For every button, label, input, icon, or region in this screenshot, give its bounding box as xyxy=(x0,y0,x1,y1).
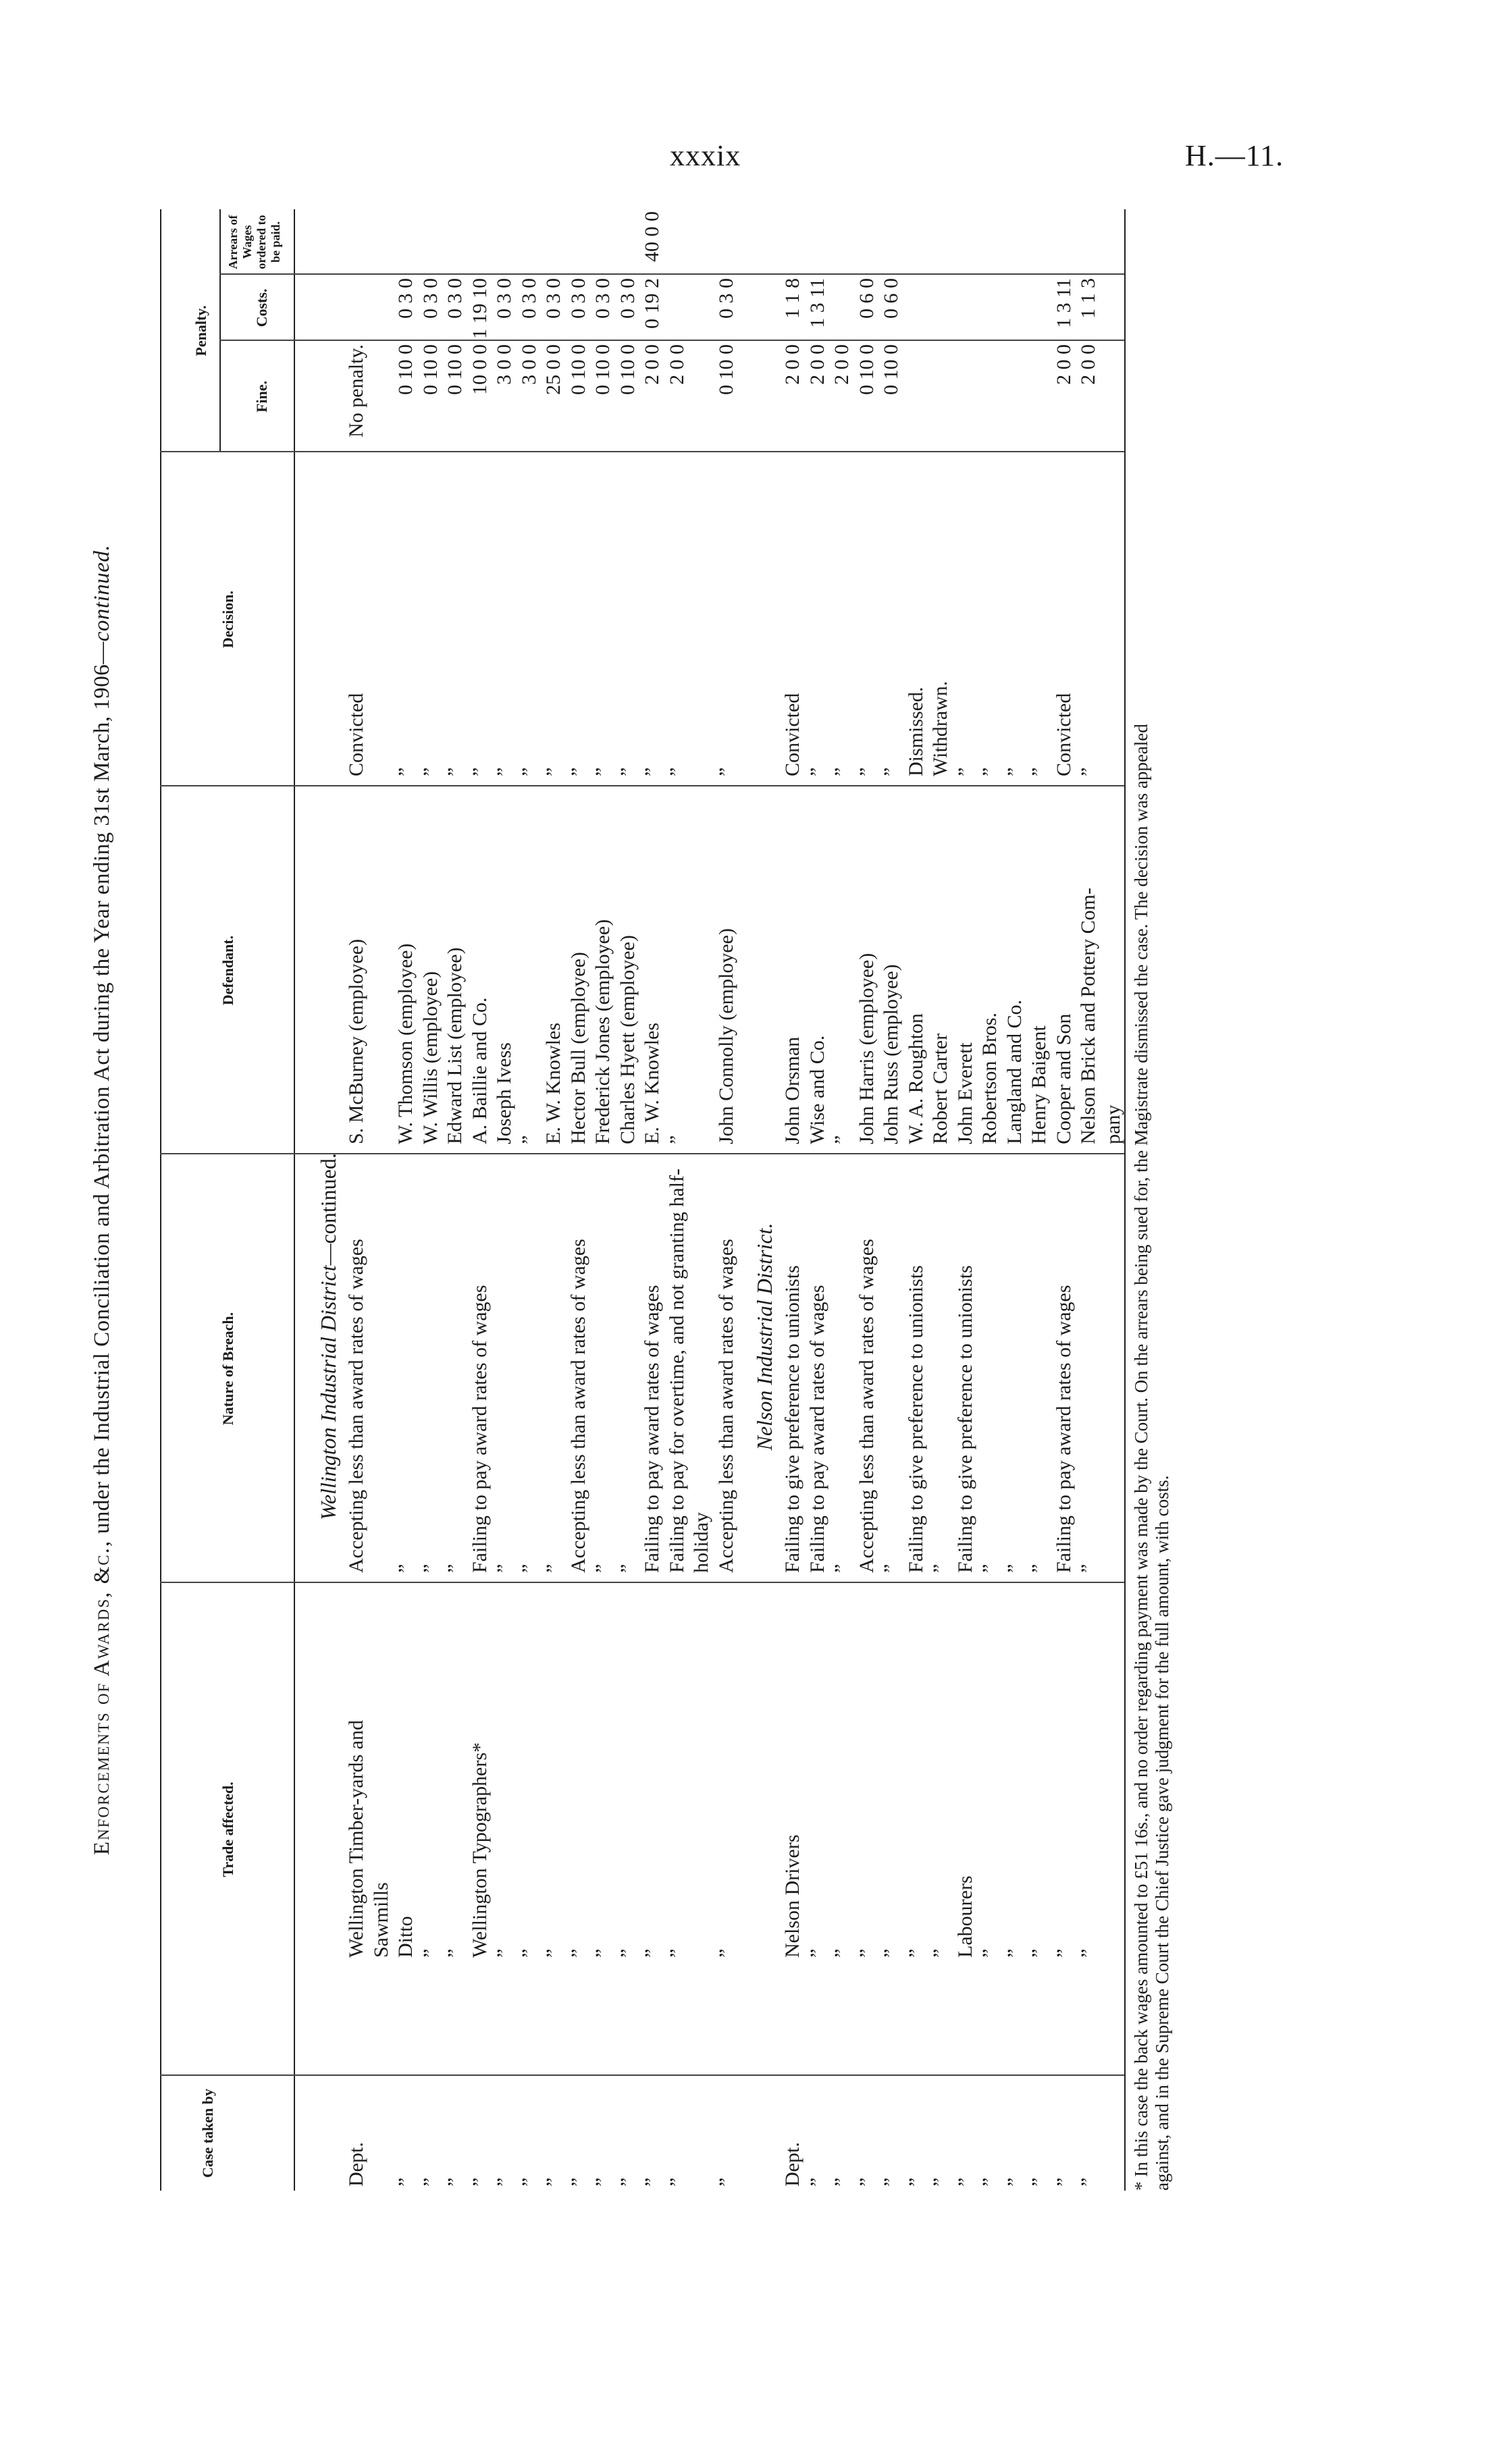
cell-case-taken-by: ” xyxy=(394,2177,417,2187)
cell-arrears: 40 0 0 xyxy=(641,211,663,262)
cell-case-taken-by: ” xyxy=(904,2177,927,2187)
cell-decision: ” xyxy=(641,767,663,776)
cell-case-taken-by: ” xyxy=(468,2177,491,2187)
cell-fine: 0 10 0 xyxy=(880,344,902,395)
penalty-rule xyxy=(219,209,221,452)
table-row xyxy=(1004,209,1026,2191)
cell-breach: Failing to give preference to unionists xyxy=(904,1265,927,1573)
cell-fine: 0 10 0 xyxy=(444,344,466,395)
district-title-suffix: —continued. xyxy=(316,1153,340,1266)
cell-fine: No penalty. xyxy=(345,344,367,438)
cell-breach: ” xyxy=(493,1563,515,1573)
cell-decision: ” xyxy=(855,767,878,776)
cell-case-taken-by: ” xyxy=(641,2177,663,2187)
cell-breach: Failing to pay for overtime, and not granting half- xyxy=(665,1168,688,1573)
cell-trade: ” xyxy=(517,1948,540,1958)
cell-breach: Failing to pay award rates of wages xyxy=(468,1285,491,1573)
cell-defendant: W. Willis (employee) xyxy=(419,971,442,1144)
cell-decision: ” xyxy=(444,767,466,776)
cell-decision: ” xyxy=(1028,767,1050,776)
footnote-line-2: against, and in the Supreme Court the Chief Justice gave judgment for the full amount, with costs. xyxy=(1152,1475,1172,2191)
cell-fine: 0 10 0 xyxy=(567,344,589,395)
cell-defendant: ” xyxy=(517,1135,540,1144)
head-fine: Fine. xyxy=(253,380,270,413)
cell-fine: 0 10 0 xyxy=(394,344,417,395)
cell-defendant: W. Thomson (employee) xyxy=(394,943,417,1144)
document-reference: H.—11. xyxy=(1185,139,1284,172)
cell-breach: Failing to pay award rates of wages xyxy=(1052,1285,1075,1573)
cell-case-taken-by: Dept. xyxy=(345,2142,367,2187)
cell-trade: ” xyxy=(855,1948,878,1958)
title-lead: Enforcements of Awards, &c., xyxy=(90,1539,114,1856)
cell-breach: Accepting less than award rates of wages xyxy=(567,1239,589,1573)
cell-costs: 0 3 0 xyxy=(394,278,417,319)
cell-case-taken-by: ” xyxy=(880,2177,902,2187)
cell-trade: ” xyxy=(665,1948,688,1958)
cell-breach: ” xyxy=(444,1563,466,1573)
cell-costs: 0 3 0 xyxy=(419,278,442,319)
cell-breach: ” xyxy=(542,1563,564,1573)
cell-fine: 25 0 0 xyxy=(542,344,564,395)
table-row xyxy=(691,209,712,2191)
cell-defendant: S. McBurney (employee) xyxy=(345,938,367,1144)
cell-fine: 0 10 0 xyxy=(419,344,442,395)
cell-decision: ” xyxy=(953,767,976,776)
cell-decision: Convicted xyxy=(345,693,367,776)
cell-costs: 0 3 0 xyxy=(444,278,466,319)
cell-case-taken-by: ” xyxy=(1003,2177,1026,2187)
cell-trade: ” xyxy=(1028,1948,1050,1958)
page-number: xxxix xyxy=(670,139,741,172)
cell-defendant: Frederick Jones (employee) xyxy=(591,919,614,1144)
cell-trade: Labourers xyxy=(953,1875,976,1958)
cell-case-taken-by: ” xyxy=(978,2177,1001,2187)
cell-case-taken-by: ” xyxy=(831,2177,853,2187)
table-top-rule xyxy=(160,209,161,2191)
table-row xyxy=(930,209,951,2191)
cell-defendant: E. W. Knowles xyxy=(641,1023,663,1144)
cell-defendant: Joseph Ivess xyxy=(493,1042,515,1144)
cell-breach: ” xyxy=(978,1563,1001,1573)
cell-defendant: Hector Bull (employee) xyxy=(567,952,589,1144)
cell-trade: ” xyxy=(641,1948,663,1958)
table-row xyxy=(568,209,589,2191)
title-tail: continued. xyxy=(90,544,114,642)
table-row xyxy=(592,209,614,2191)
table-row xyxy=(1078,209,1099,2191)
cell-case-taken-by: ” xyxy=(444,2177,466,2187)
cell-costs: 1 19 10 xyxy=(468,278,491,339)
cell-defendant: pany xyxy=(1101,1104,1124,1144)
cell-decision: ” xyxy=(714,767,737,776)
cell-trade: ” xyxy=(904,1948,927,1958)
cell-case-taken-by: ” xyxy=(591,2177,614,2187)
cell-breach: Failing to give preference to unionists xyxy=(953,1265,976,1573)
cell-fine: 2 0 0 xyxy=(1077,344,1099,385)
cell-trade: ” xyxy=(542,1948,564,1958)
head-decision: Decision. xyxy=(219,591,236,648)
cell-trade: ” xyxy=(978,1948,1001,1958)
cell-defendant: ” xyxy=(831,1135,853,1144)
cell-decision: ” xyxy=(394,767,417,776)
cell-breach: ” xyxy=(591,1563,614,1573)
cell-costs: 0 3 0 xyxy=(591,278,614,319)
table-row xyxy=(494,209,515,2191)
cell-defendant: ” xyxy=(665,1135,688,1144)
cell-costs: 0 3 0 xyxy=(714,278,737,319)
cell-trade: Wellington Typographers* xyxy=(468,1742,491,1958)
cell-trade: ” xyxy=(1003,1948,1026,1958)
table-row xyxy=(807,209,829,2191)
cell-case-taken-by: ” xyxy=(1052,2177,1075,2187)
cell-breach: ” xyxy=(517,1563,540,1573)
cell-fine: 10 0 0 xyxy=(468,344,491,395)
table-title xyxy=(91,209,113,2191)
cell-breach: ” xyxy=(616,1563,639,1573)
cell-breach: ” xyxy=(419,1563,442,1573)
head-trade-affected: Trade affected. xyxy=(219,1782,236,1877)
cell-case-taken-by: ” xyxy=(929,2177,951,2187)
cell-trade: ” xyxy=(880,1948,902,1958)
cell-defendant: Robertson Bros. xyxy=(978,1013,1001,1144)
cell-decision: ” xyxy=(978,767,1001,776)
district-heading xyxy=(754,483,775,2191)
cell-trade: ” xyxy=(831,1948,853,1958)
table-row xyxy=(346,209,367,2191)
cell-decision: ” xyxy=(616,767,639,776)
cell-case-taken-by: ” xyxy=(419,2177,442,2187)
cell-decision: ” xyxy=(665,767,688,776)
cell-defendant: John Russ (employee) xyxy=(880,964,902,1144)
cell-defendant: John Harris (employee) xyxy=(855,953,878,1144)
cell-breach: Accepting less than award rates of wages xyxy=(714,1239,737,1573)
cell-breach: ” xyxy=(880,1563,902,1573)
cell-case-taken-by: ” xyxy=(953,2177,976,2187)
cell-decision: ” xyxy=(567,767,589,776)
cell-case-taken-by: ” xyxy=(665,2177,688,2187)
cell-decision: Convicted xyxy=(781,693,804,776)
cell-case-taken-by: ” xyxy=(542,2177,564,2187)
cell-decision: ” xyxy=(1077,767,1099,776)
cell-trade: ” xyxy=(806,1948,829,1958)
cell-trade: ” xyxy=(616,1948,639,1958)
table-row xyxy=(543,209,564,2191)
cell-decision: ” xyxy=(880,767,902,776)
title-body: under the Industrial Conciliation and Arbitration Act during the Year ending 31st March, 1906— xyxy=(90,641,114,1534)
cell-case-taken-by: ” xyxy=(616,2177,639,2187)
cell-trade: ” xyxy=(493,1948,515,1958)
cell-fine: 0 10 0 xyxy=(616,344,639,395)
cell-trade: ” xyxy=(444,1948,466,1958)
head-arrears: Arrears of Wages ordered to be paid. xyxy=(226,215,282,269)
cell-breach: ” xyxy=(394,1563,417,1573)
cell-decision: Withdrawn. xyxy=(929,680,951,776)
table-row xyxy=(641,209,663,2191)
cell-trade: ” xyxy=(929,1948,951,1958)
cell-breach: Failing to pay award rates of wages xyxy=(806,1285,829,1573)
cell-defendant: Cooper and Son xyxy=(1052,1013,1075,1144)
head-penalty: Penalty. xyxy=(192,305,209,356)
cell-defendant: Nelson Brick and Pottery Com- xyxy=(1077,888,1099,1144)
cell-case-taken-by: ” xyxy=(806,2177,829,2187)
cell-breach: Failing to give preference to unionists xyxy=(781,1265,804,1573)
cell-defendant: Langland and Co. xyxy=(1003,999,1026,1144)
cell-fine: 3 0 0 xyxy=(517,344,540,385)
cell-case-taken-by: ” xyxy=(855,2177,878,2187)
head-nature-of-breach: Nature of Breach. xyxy=(219,1312,236,1426)
cell-trade: ” xyxy=(1077,1948,1099,1958)
cell-decision: ” xyxy=(517,767,540,776)
cell-costs: 1 1 3 xyxy=(1077,278,1099,319)
cell-costs: 0 19 2 xyxy=(641,278,663,329)
head-case-taken-by: Case taken by xyxy=(199,2089,216,2178)
table-row xyxy=(519,209,540,2191)
cell-decision: ” xyxy=(542,767,564,776)
table-row xyxy=(782,209,804,2191)
cell-fine: 2 0 0 xyxy=(641,344,663,385)
cell-breach: ” xyxy=(1003,1563,1026,1573)
cell-case-taken-by: ” xyxy=(714,2177,737,2187)
cell-fine: 2 0 0 xyxy=(806,344,829,385)
cell-defendant: W. A. Roughton xyxy=(904,1013,927,1144)
cell-trade: ” xyxy=(714,1948,737,1958)
cell-trade: ” xyxy=(1052,1948,1075,1958)
table-row xyxy=(371,209,392,2191)
head-costs: Costs. xyxy=(253,288,270,327)
table-row xyxy=(469,209,491,2191)
cell-costs: 0 3 0 xyxy=(517,278,540,319)
cell-breach: ” xyxy=(929,1563,951,1573)
cell-decision: Dismissed. xyxy=(904,687,927,776)
table-row xyxy=(420,209,442,2191)
cell-defendant: Wise and Co. xyxy=(806,1035,829,1144)
cell-costs: 0 3 0 xyxy=(542,278,564,319)
cell-breach: ” xyxy=(1077,1563,1099,1573)
cell-decision: ” xyxy=(806,767,829,776)
table-row xyxy=(905,209,927,2191)
table-row xyxy=(831,209,853,2191)
cell-fine: 2 0 0 xyxy=(781,344,804,385)
district-title: Nelson Industrial District. xyxy=(752,1223,777,1451)
cell-costs: 0 6 0 xyxy=(880,278,902,319)
cell-case-taken-by: ” xyxy=(493,2177,515,2187)
cell-decision: Convicted xyxy=(1052,693,1075,776)
cell-case-taken-by: ” xyxy=(1028,2177,1050,2187)
cell-defendant: Henry Baigent xyxy=(1028,1025,1050,1144)
table-row xyxy=(1103,209,1124,2191)
cell-case-taken-by: Dept. xyxy=(781,2142,804,2187)
table-bottom-rule xyxy=(1124,209,1126,2191)
rotated-table xyxy=(91,209,1226,2191)
table-row xyxy=(666,209,688,2191)
cell-breach: holiday xyxy=(690,1512,712,1573)
cell-costs: 0 3 0 xyxy=(493,278,515,319)
cell-trade: Wellington Timber-yards and xyxy=(345,1720,367,1958)
cell-fine: 2 0 0 xyxy=(665,344,688,385)
cell-case-taken-by: ” xyxy=(567,2177,589,2187)
cell-fine: 2 0 0 xyxy=(831,344,853,385)
cell-fine: 0 10 0 xyxy=(855,344,878,395)
cell-defendant: John Orsman xyxy=(781,1036,804,1144)
cell-defendant: John Connolly (employee) xyxy=(714,928,737,1144)
cell-costs: 1 3 11 xyxy=(806,278,829,328)
cell-defendant: Robert Carter xyxy=(929,1033,951,1144)
table-row xyxy=(716,209,737,2191)
cell-costs: 1 1 8 xyxy=(781,278,804,319)
table-row xyxy=(880,209,902,2191)
cell-costs: 1 3 11 xyxy=(1052,278,1075,328)
cell-defendant: E. W. Knowles xyxy=(542,1023,564,1144)
cell-costs: 0 3 0 xyxy=(567,278,589,319)
table-row xyxy=(979,209,1001,2191)
cell-decision: ” xyxy=(831,767,853,776)
cell-case-taken-by: ” xyxy=(1077,2177,1099,2187)
cell-fine: 0 10 0 xyxy=(714,344,737,395)
cell-decision: ” xyxy=(468,767,491,776)
district-heading xyxy=(317,483,339,2191)
table-row xyxy=(617,209,639,2191)
cell-case-taken-by: ” xyxy=(517,2177,540,2187)
head-defendant: Defendant. xyxy=(219,935,236,1006)
cell-decision: ” xyxy=(591,767,614,776)
cell-breach: Accepting less than award rates of wages xyxy=(855,1239,878,1573)
header-bottom-rule xyxy=(294,209,295,2191)
cell-decision: ” xyxy=(419,767,442,776)
cell-fine: 3 0 0 xyxy=(493,344,515,385)
cell-fine: 2 0 0 xyxy=(1052,344,1075,385)
cell-costs: 0 3 0 xyxy=(616,278,639,319)
district-title: Wellington Industrial District xyxy=(316,1265,340,1520)
cell-defendant: A. Baillie and Co. xyxy=(468,997,491,1144)
cell-decision: ” xyxy=(1003,767,1026,776)
cell-defendant: Charles Hyett (employee) xyxy=(616,935,639,1144)
cell-breach: ” xyxy=(831,1563,853,1573)
cell-breach: Failing to pay award rates of wages xyxy=(641,1285,663,1573)
table-row xyxy=(395,209,417,2191)
cell-trade: Sawmills xyxy=(369,1882,392,1958)
cell-decision: ” xyxy=(493,767,515,776)
cell-breach: ” xyxy=(1028,1563,1050,1573)
table-row xyxy=(856,209,878,2191)
cell-breach: Accepting less than award rates of wages xyxy=(345,1239,367,1573)
footnote-line-1: * In this case the back wages amounted to £51 16s., and no order regarding payment was made by the Court. On the arrears being sued for, the Magistrate dismissed the case. The decision was appealed xyxy=(1131,724,1151,2191)
cell-defendant: Edward List (employee) xyxy=(444,947,466,1144)
table-row xyxy=(444,209,466,2191)
cell-defendant: John Everett xyxy=(953,1042,976,1144)
cell-costs: 0 6 0 xyxy=(855,278,878,319)
cell-trade: ” xyxy=(419,1948,442,1958)
table-row xyxy=(1028,209,1050,2191)
table-row xyxy=(955,209,976,2191)
cell-trade: Nelson Drivers xyxy=(781,1834,804,1958)
cell-fine: 0 10 0 xyxy=(591,344,614,395)
cell-trade: Ditto xyxy=(394,1916,417,1958)
cell-trade: ” xyxy=(591,1948,614,1958)
table-row xyxy=(1053,209,1075,2191)
cell-trade: ” xyxy=(567,1948,589,1958)
